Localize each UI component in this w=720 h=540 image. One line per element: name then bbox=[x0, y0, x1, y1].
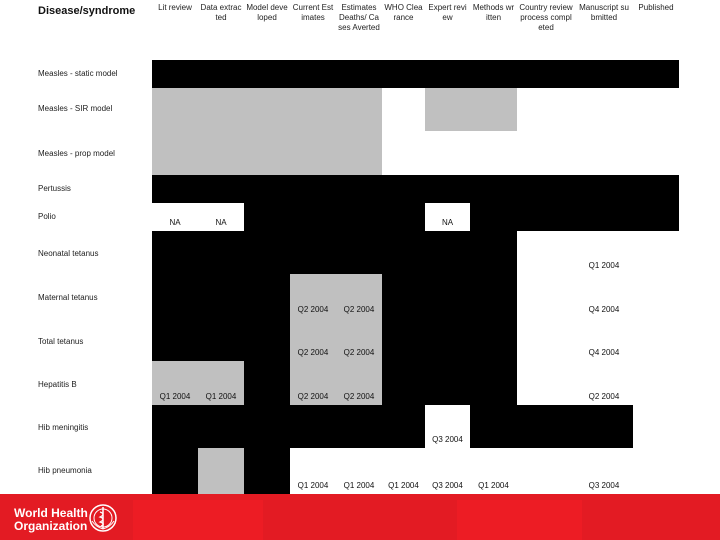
row-label: Hib meningitis bbox=[38, 423, 89, 432]
grid-cell bbox=[336, 60, 382, 88]
grid-cell bbox=[517, 203, 575, 231]
grid-cell bbox=[633, 175, 679, 203]
column-header: Estimates Deaths/ Cases Averted bbox=[338, 3, 380, 32]
grid-cell bbox=[633, 60, 679, 88]
grid-cell bbox=[244, 318, 290, 361]
grid-cell bbox=[290, 60, 336, 88]
grid-cell bbox=[382, 60, 425, 88]
cell-value: Q4 2004 bbox=[588, 348, 620, 357]
grid-cell bbox=[198, 131, 244, 175]
cell-value: NA bbox=[215, 218, 227, 227]
grid-cell bbox=[152, 88, 198, 131]
grid-cell bbox=[425, 361, 470, 405]
grid-cell bbox=[198, 231, 244, 274]
grid-cell bbox=[470, 405, 517, 448]
grid-cell bbox=[152, 318, 198, 361]
grid-cell bbox=[336, 203, 382, 231]
grid-cell bbox=[382, 405, 425, 448]
row-label: Polio bbox=[38, 212, 56, 221]
cell-value: NA bbox=[441, 218, 454, 227]
grid-cell bbox=[382, 318, 425, 361]
column-header: Current Estimates bbox=[292, 3, 334, 22]
grid-cell bbox=[198, 274, 244, 318]
grid-cell bbox=[575, 60, 633, 88]
cell-value: Q2 2004 bbox=[588, 392, 620, 401]
grid-cell bbox=[244, 88, 290, 131]
row-label: Measles - static model bbox=[38, 69, 118, 78]
grid-cell bbox=[244, 203, 290, 231]
who-logo-text bbox=[14, 507, 88, 533]
cell-value: NA bbox=[169, 218, 181, 227]
cell-value: Q1 2004 bbox=[588, 261, 620, 270]
grid-cell bbox=[470, 60, 517, 88]
column-header: Expert review bbox=[428, 3, 467, 22]
grid-cell bbox=[244, 361, 290, 405]
row-label: Neonatal tetanus bbox=[38, 249, 99, 258]
grid-cell bbox=[425, 318, 470, 361]
org-name-line1: World Health bbox=[14, 506, 88, 520]
cell-value: Q4 2004 bbox=[588, 305, 620, 314]
grid-cell bbox=[470, 175, 517, 203]
grid-cell bbox=[382, 274, 425, 318]
grid-cell bbox=[152, 405, 198, 448]
cell-value: Q1 2004 bbox=[388, 481, 419, 490]
grid-cell bbox=[244, 231, 290, 274]
grid-cell bbox=[517, 405, 575, 448]
grid-cell bbox=[152, 448, 198, 494]
cell-value: Q2 2004 bbox=[343, 348, 375, 357]
grid-cell bbox=[198, 405, 244, 448]
cell-value: Q3 2004 bbox=[432, 481, 463, 490]
grid-cell bbox=[290, 405, 336, 448]
cell-value: Q2 2004 bbox=[343, 305, 375, 314]
cell-value: Q3 2004 bbox=[588, 481, 620, 490]
grid-cell bbox=[244, 131, 290, 175]
grid-cell bbox=[198, 318, 244, 361]
column-header: Country review process completed bbox=[519, 3, 573, 32]
column-header: Data extracted bbox=[200, 3, 242, 22]
row-label: Hib pneumonia bbox=[38, 466, 92, 475]
footer-segment bbox=[457, 500, 582, 540]
cell-value: Q2 2004 bbox=[343, 392, 375, 401]
grid-cell bbox=[517, 60, 575, 88]
grid-cell bbox=[198, 175, 244, 203]
grid-cell bbox=[290, 231, 336, 274]
grid-cell bbox=[517, 175, 575, 203]
grid-cell bbox=[382, 231, 425, 274]
column-header: Model developed bbox=[246, 3, 288, 22]
grid-cell bbox=[575, 405, 633, 448]
grid-cell bbox=[336, 405, 382, 448]
cell-value: Q3 2004 bbox=[432, 435, 463, 444]
grid-cell bbox=[470, 274, 517, 318]
row-label: Hepatitis B bbox=[38, 380, 77, 389]
grid-cell bbox=[244, 175, 290, 203]
grid-cell bbox=[336, 231, 382, 274]
org-name-line2: Organization bbox=[14, 519, 88, 533]
column-header: Published bbox=[638, 3, 674, 12]
grid-cell bbox=[470, 318, 517, 361]
grid-cell bbox=[382, 361, 425, 405]
grid-cell bbox=[336, 175, 382, 203]
cell-value: Q1 2004 bbox=[159, 392, 191, 401]
row-label: Measles - prop model bbox=[38, 149, 115, 158]
row-label: Pertussis bbox=[38, 184, 71, 193]
column-header: Methods written bbox=[472, 3, 515, 22]
grid-cell bbox=[470, 88, 517, 131]
cell-value: Q2 2004 bbox=[297, 348, 329, 357]
cell-value: Q1 2004 bbox=[205, 392, 237, 401]
column-header: Lit review bbox=[158, 3, 192, 12]
grid-cell bbox=[382, 175, 425, 203]
cell-value: Q1 2004 bbox=[297, 481, 329, 490]
grid-cell bbox=[425, 175, 470, 203]
column-header: WHO Clearance bbox=[384, 3, 423, 22]
grid-cell bbox=[244, 405, 290, 448]
grid-cell bbox=[290, 88, 336, 131]
grid-cell bbox=[633, 203, 679, 231]
cell-value: Q2 2004 bbox=[297, 392, 329, 401]
grid-cell bbox=[198, 448, 244, 494]
grid-cell bbox=[152, 274, 198, 318]
grid-cell bbox=[244, 448, 290, 494]
grid-cell bbox=[470, 203, 517, 231]
grid-cell bbox=[336, 131, 382, 175]
grid-cell bbox=[470, 231, 517, 274]
grid-cell bbox=[290, 203, 336, 231]
grid-cell bbox=[425, 88, 470, 131]
header-disease: Disease/syndrome bbox=[38, 5, 136, 17]
grid-cell bbox=[425, 274, 470, 318]
grid-cell bbox=[198, 88, 244, 131]
grid-cell bbox=[290, 131, 336, 175]
grid-cell bbox=[425, 231, 470, 274]
cell-value: Q2 2004 bbox=[297, 305, 329, 314]
cell-value: Q1 2004 bbox=[478, 481, 509, 490]
row-label: Maternal tetanus bbox=[38, 293, 98, 302]
grid-cell bbox=[425, 60, 470, 88]
grid-cell bbox=[152, 60, 198, 88]
grid-cell bbox=[336, 88, 382, 131]
who-emblem-icon bbox=[88, 503, 118, 533]
grid-cell bbox=[198, 60, 244, 88]
grid-cell bbox=[382, 203, 425, 231]
grid-cell bbox=[575, 175, 633, 203]
grid-cell bbox=[152, 231, 198, 274]
row-label: Total tetanus bbox=[38, 337, 84, 346]
footer-segment bbox=[133, 500, 263, 540]
grid-cell bbox=[152, 175, 198, 203]
row-label: Measles - SIR model bbox=[38, 104, 113, 113]
grid-cell bbox=[290, 175, 336, 203]
grid-cell bbox=[244, 274, 290, 318]
grid-cell bbox=[152, 131, 198, 175]
column-header: Manuscript submitted bbox=[579, 3, 629, 22]
grid-cell bbox=[244, 60, 290, 88]
grid-cell bbox=[470, 361, 517, 405]
grid-cell bbox=[575, 203, 633, 231]
cell-value: Q1 2004 bbox=[343, 481, 375, 490]
